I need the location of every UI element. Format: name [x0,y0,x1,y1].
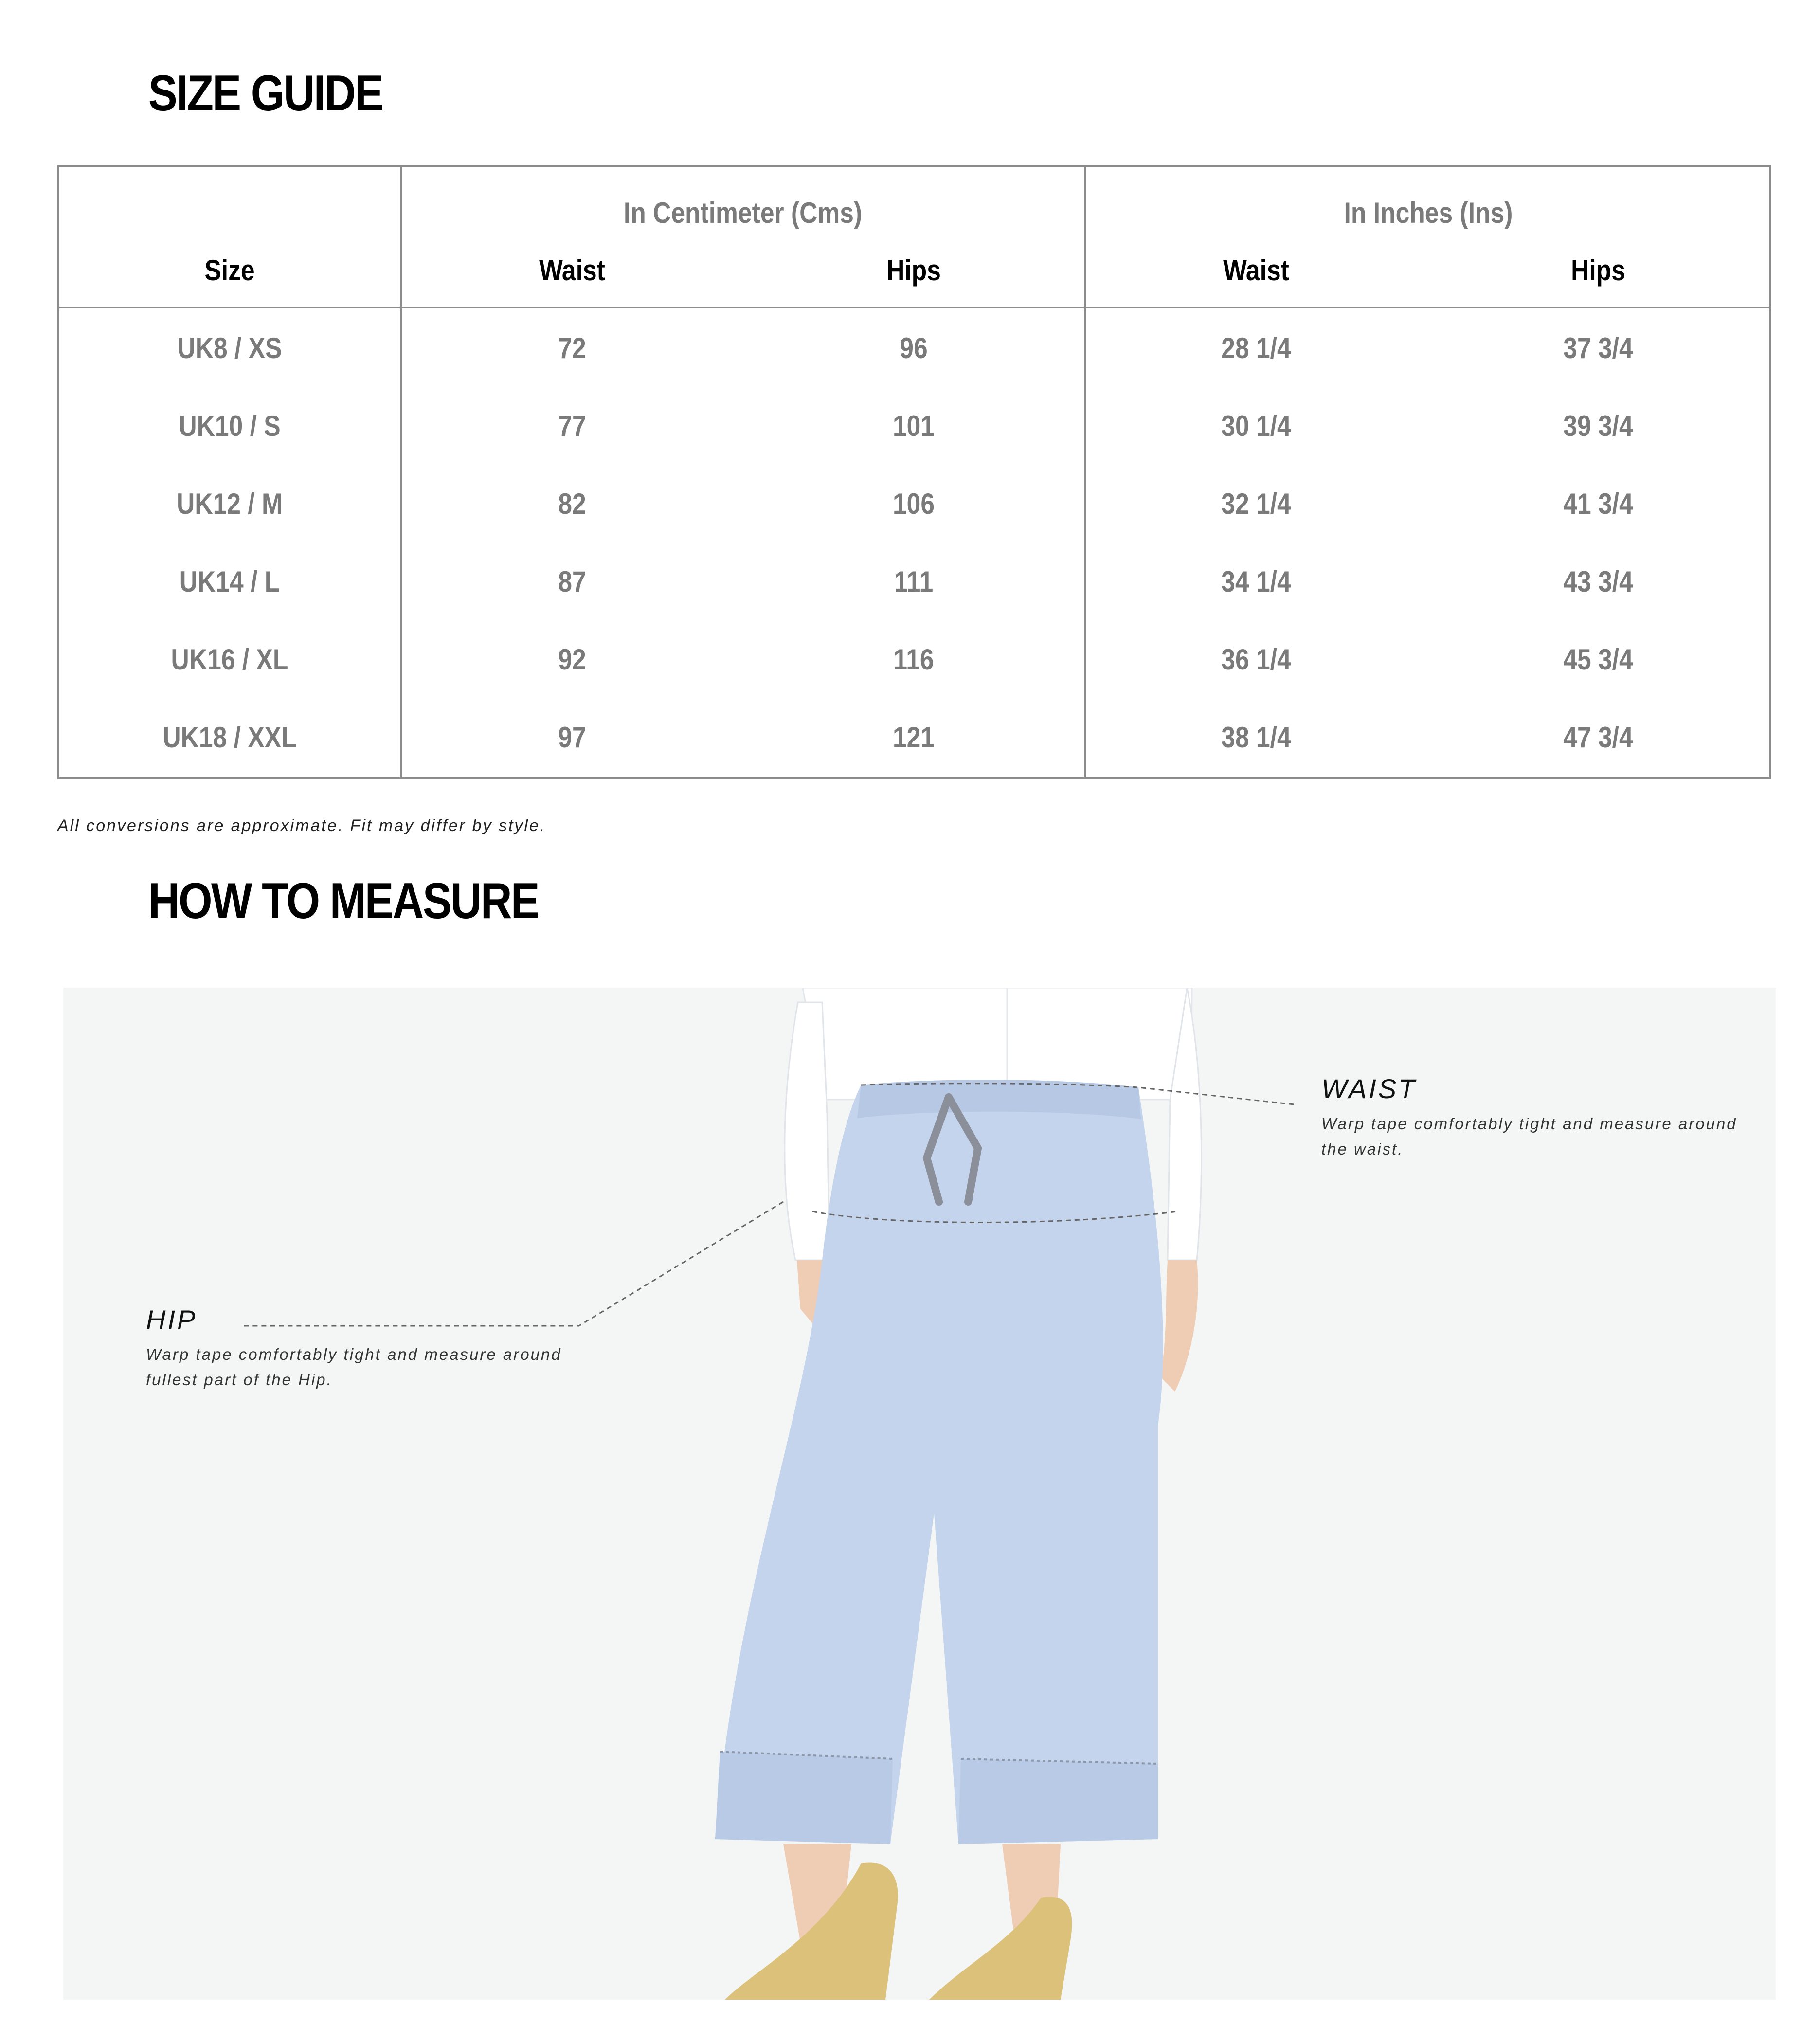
cell-cm-waist: 77 [558,410,586,442]
cell-in-hips: 45 3/4 [1563,643,1633,676]
cell-in-waist: 32 1/4 [1221,488,1291,520]
column-header-size: Size [204,254,255,287]
right-shoe [929,1897,1072,2000]
cell-size: UK16 / XL [171,643,288,676]
cell-cm-hips: 101 [892,410,935,442]
cell-cm-hips: 121 [892,721,935,754]
cell-in-waist: 34 1/4 [1221,565,1291,598]
cell-in-hips: 43 3/4 [1563,565,1633,598]
cell-in-hips: 47 3/4 [1563,721,1633,754]
conversion-note: All conversions are approximate. Fit may differ by style. [57,816,546,835]
column-header-in-hips: Hips [1571,254,1625,287]
how-to-measure-title: HOW TO MEASURE [148,873,539,929]
waist-label: WAIST [1321,1073,1417,1104]
cell-cm-waist: 82 [558,488,586,520]
right-hand [1160,1260,1198,1392]
group-header-in: In Inches (Ins) [1344,197,1513,229]
table-header-divider [59,307,1769,308]
right-cuff [958,1759,1158,1844]
left-sleeve [785,1002,829,1260]
cell-in-waist: 28 1/4 [1221,332,1291,364]
hip-description: Warp tape comfortably tight and measure around fullest part of the Hip. [146,1345,562,1389]
cell-cm-waist: 72 [558,332,586,364]
group-header-cm: In Centimeter (Cms) [623,197,863,229]
size-guide-table [57,165,1771,779]
cell-in-hips: 37 3/4 [1563,332,1633,364]
cell-cm-waist: 87 [558,565,586,598]
size-guide-title: SIZE GUIDE [148,65,383,122]
cell-size: UK8 / XS [177,332,282,364]
cell-in-waist: 38 1/4 [1221,721,1291,754]
cell-cm-waist: 92 [558,643,586,676]
table-divider [1084,167,1086,777]
measure-illustration-panel [63,988,1776,2000]
column-header-in-waist: Waist [1223,254,1289,287]
column-header-cm-waist: Waist [539,254,605,287]
cell-cm-hips: 111 [894,565,934,598]
column-header-cm-hips: Hips [886,254,941,287]
cell-cm-waist: 97 [558,721,586,754]
cell-size: UK18 / XXL [162,721,297,754]
cell-cm-hips: 116 [893,643,934,676]
cell-cm-hips: 96 [900,332,928,364]
hip-label: HIP [146,1304,198,1335]
cell-size: UK14 / L [179,565,280,598]
hip-leader-line [243,1202,783,1326]
table-divider [400,167,402,777]
cell-in-waist: 30 1/4 [1221,410,1291,442]
left-cuff [715,1752,893,1844]
cell-size: UK10 / S [179,410,281,442]
waist-description: Warp tape comfortably tight and measure around the waist. [1321,1115,1737,1158]
cell-in-waist: 36 1/4 [1221,643,1291,676]
cell-size: UK12 / M [177,488,283,520]
cell-in-hips: 39 3/4 [1563,410,1633,442]
cell-in-hips: 41 3/4 [1563,488,1633,520]
cell-cm-hips: 106 [892,488,935,520]
